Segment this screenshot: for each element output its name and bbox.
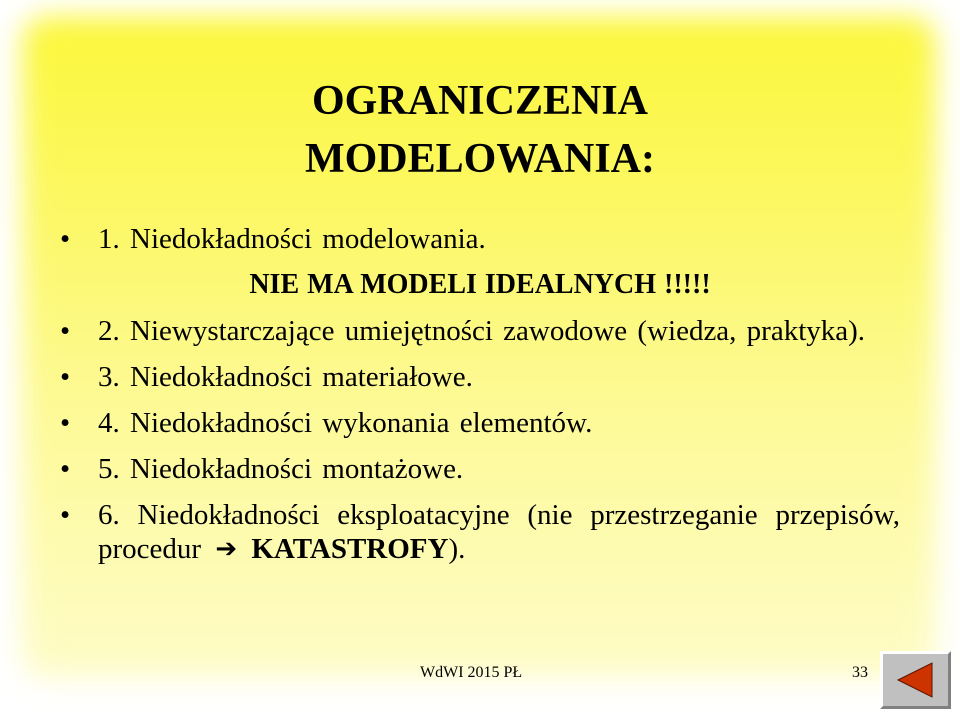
list-item-text: 3. Niedokładności materiałowe. (98, 361, 473, 393)
bullet: • (60, 453, 71, 485)
bullet: • (60, 361, 71, 393)
title-line-1: OGRANICZENIA (311, 78, 649, 124)
bullet: • (60, 499, 71, 531)
footer-text: WdWI 2015 PŁ (420, 664, 523, 681)
list-item-text: 2. Niewystarczające umiejętności zawodowe (wiedza, praktyka). (98, 315, 866, 347)
list-item-5 (60, 452, 900, 486)
slide-title (0, 72, 960, 188)
list-item-text-end: ). (448, 533, 466, 565)
list-item-emphasis: KATASTROFY (251, 533, 449, 565)
emphasis-line: NIE MA MODELI IDEALNYCH !!!!! (249, 269, 711, 300)
list-item-6 (60, 498, 900, 566)
bullet-list (60, 222, 900, 578)
bullet: • (60, 315, 71, 347)
previous-slide-button[interactable] (880, 651, 951, 709)
list-item-3 (60, 360, 900, 394)
title-line-2: MODELOWANIA: (304, 136, 655, 182)
previous-slide-icon (883, 654, 948, 706)
list-item-2 (60, 314, 900, 348)
arrow-right-icon: ➔ (215, 534, 238, 564)
list-item-4 (60, 406, 900, 440)
bullet: • (60, 407, 71, 439)
list-item-text: 5. Niedokładności montażowe. (98, 453, 464, 485)
list-item-text: 6. Niedokładności eksploatacyjne (nie przestrzeganie przepisów, procedur (98, 499, 900, 565)
bullet: • (60, 223, 71, 255)
list-item-text: 1. Niedokładności modelowania. (98, 223, 486, 255)
list-item-1 (60, 222, 900, 302)
list-item-text: 4. Niedokładności wykonania elementów. (98, 407, 593, 439)
slide-number: 33 (852, 664, 868, 681)
